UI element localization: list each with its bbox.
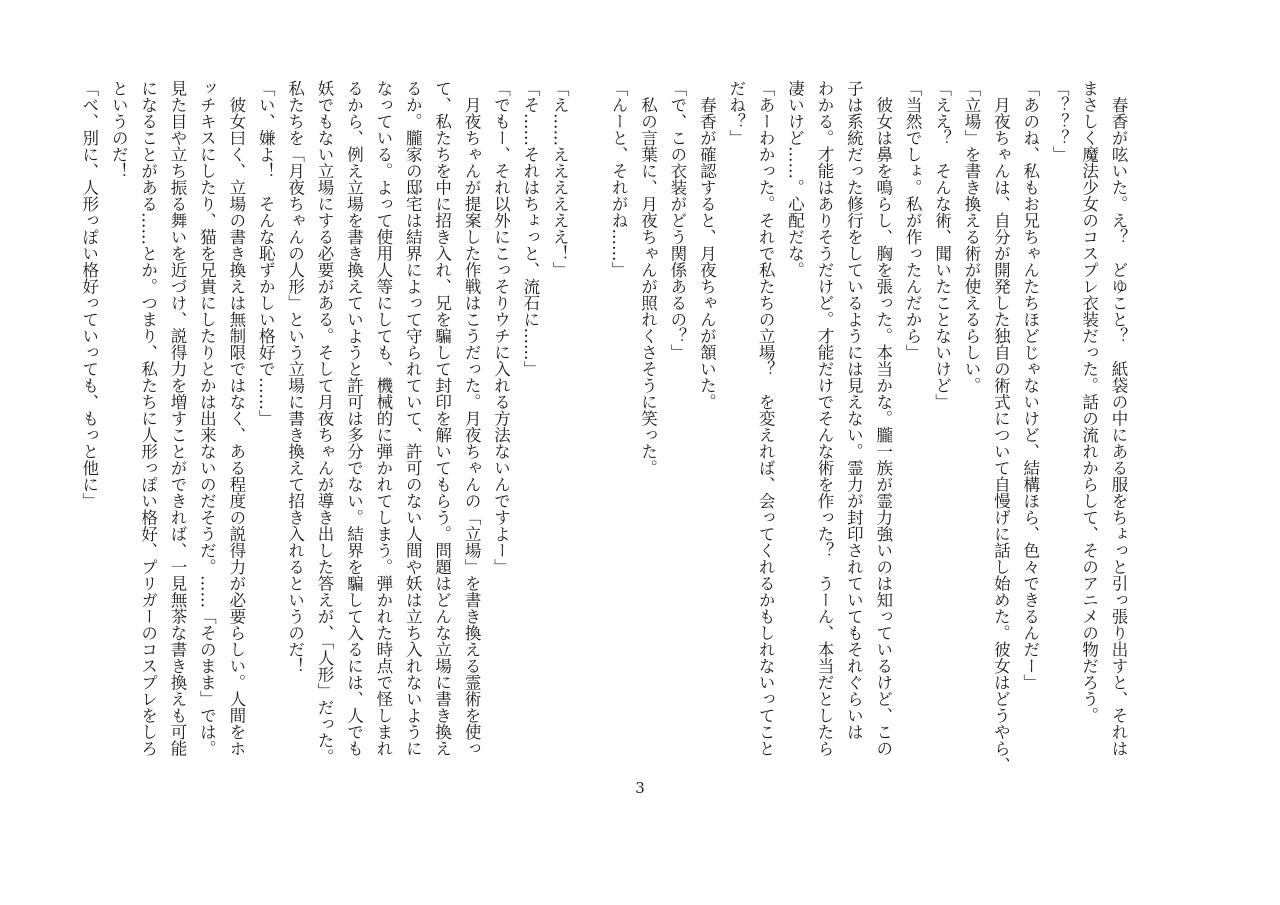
text-line: 「え……ええええええ！」	[550, 80, 570, 278]
text-line: だね？」	[726, 80, 746, 146]
text-line: るから、例え立場を書き換えていようと許可は多分でない。結界を騙して入るには、人でも	[344, 80, 364, 757]
text-line: というのだ！	[109, 80, 129, 179]
text-line: て、私たちを中に招き入れ、兄を騙して封印を解いてもらう。問題はどんな立場に書き換え	[432, 80, 452, 757]
text-line: 「あーわかった。それで私たちの立場？ を変えれば、会ってくれるかもしれないってこと	[756, 80, 776, 757]
text-line	[574, 80, 603, 780]
text-line: 私たちを「月夜ちゃんの人形」という立場に書き換えて招き入れるというのだ！	[285, 80, 305, 674]
page-number: 3	[635, 779, 645, 797]
text-line: るか。朧家の邸宅は結界によって守られていて、許可のない人間や妖は立ち入れないように	[403, 80, 423, 757]
text-line: 「で、この衣装がどう関係あるの？」	[667, 80, 687, 361]
text-line: まさしく魔法少女のコスプレ衣装だった。話の流れからして、そのアニメの物だろう。	[1079, 80, 1099, 724]
text-line: 彼女曰く、立場の書き換えは無制限ではなく、ある程度の説得力が必要らしい。人間をホ	[226, 80, 246, 757]
text-line: 子は系統だった修行をしているようには見えない。霊力が封印されていてもそれぐらいは	[844, 80, 864, 740]
text-line: 「立場」を書き換える術が使えるらしい。	[961, 80, 981, 394]
text-line: になることがある……とか。つまり、私たちに人形っぽい格好、プリガーのコスプレをしろ	[138, 80, 158, 757]
text-line: 「あのね、私もお兄ちゃんたちほどじゃないけど、結構ほら、色々できるんだー」	[1020, 80, 1040, 691]
text-line: 「い、嫌よ！ そんな恥ずかしい格好で……」	[256, 80, 276, 427]
vertical-text-body	[79, 80, 1133, 780]
text-line: なっている。よって使用人等にしても、機械的に弾かれてしまう。弾かれた時点で怪しまれ	[373, 80, 393, 757]
text-line: ッチキスにしたり、猫を兄貴にしたりとかは出来ないのだそうだ。……「そのまま」では。	[197, 80, 217, 757]
text-line: 春香が呟いた。え？ どゆこと？ 紙袋の中にある服をちょっと引っ張り出すと、それは	[1109, 80, 1128, 757]
text-line: 春香が確認すると、月夜ちゃんが頷いた。	[697, 80, 717, 410]
text-line: 「んーと、それがね……」	[609, 80, 629, 278]
text-line: 見た目や立ち振る舞いを近づけ、説得力を増すことができれば、一見無茶な書き換えも可能	[168, 80, 187, 757]
text-line: 「当然でしょ。私が作ったんだから」	[903, 80, 923, 361]
text-line: 「？？？」	[1050, 80, 1070, 163]
text-line: 「でもー、それ以外にこっそりウチに入れる方法ないんですよー」	[491, 80, 511, 575]
text-line: 私の言葉に、月夜ちゃんが照れくさそうに笑った。	[638, 80, 658, 476]
text-line: 「ええ？ そんな術、聞いたことないけど」	[932, 80, 952, 410]
text-line: 月夜ちゃんが提案した作戦はこうだった。月夜ちゃんの「立場」を書き換える霊術を使っ	[462, 80, 482, 757]
text-line: 彼女は鼻を鳴らし、胸を張った。本当かな。朧一族が霊力強いのは知っているけど、この	[873, 80, 893, 757]
text-line: 「べ、別に、人形っぽい格好っていっても、もっと他に」	[79, 80, 99, 509]
text-line: 「そ……それはちょっと、流石に……」	[520, 80, 540, 377]
text-line: わかる。才能はありそうだけど。才能だけでそんな術を作った？ うーん、本当だとしたら	[814, 80, 834, 757]
text-line: 妖でもない立場にする必要がある。そして月夜ちゃんが導き出した答えが、「人形」だった。	[315, 80, 335, 765]
text-line: 月夜ちゃんは、自分が開発した独自の術式について自慢げに話し始めた。彼女はどうやら、	[991, 80, 1011, 773]
text-line: 凄いけど……。心配だな。	[785, 80, 805, 278]
